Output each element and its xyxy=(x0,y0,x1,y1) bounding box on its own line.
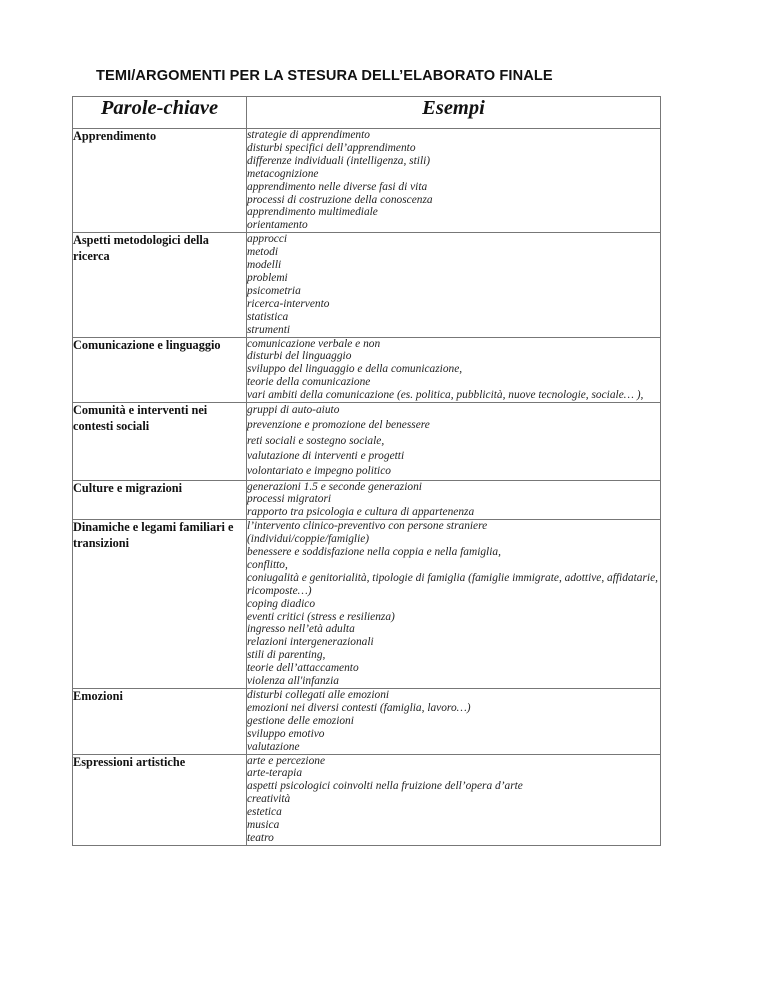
example-item: benessere e soddisfazione nella coppia e nella famiglia, xyxy=(247,546,501,559)
example-item: processi di costruzione della conoscenza xyxy=(247,193,433,206)
table-row xyxy=(73,403,661,480)
example-item: ingresso nell’età adulta xyxy=(247,623,355,636)
keyword-cell: Culture e migrazioni xyxy=(73,480,247,520)
example-item: metodi xyxy=(247,246,279,259)
example-item: coniugalità e genitorialità, tipologie di famiglia (famiglie immigrate, adottive, affidatarie, ricomposte…) xyxy=(247,571,658,597)
keyword-cell: Emozioni xyxy=(73,689,247,755)
example-item: metacognizione xyxy=(247,167,319,180)
document-title: TEMI/ARGOMENTI PER LA STESURA DELL’ELABORATO FINALE xyxy=(96,68,553,84)
example-item: valutazione di interventi e progetti xyxy=(247,449,405,462)
table-row xyxy=(73,520,661,689)
example-item: orientamento xyxy=(247,219,308,232)
example-item: teatro xyxy=(247,831,274,844)
examples-cell xyxy=(247,754,661,845)
example-item: sviluppo emotivo xyxy=(247,727,325,740)
table-row xyxy=(73,689,661,755)
example-item: psicometria xyxy=(247,284,301,297)
example-item: arte e percezione xyxy=(247,754,326,767)
example-item: comunicazione verbale e non xyxy=(247,337,381,350)
example-item: sviluppo del linguaggio e della comunicazione, xyxy=(247,363,463,376)
example-item: gruppi di auto-aiuto xyxy=(247,404,340,417)
table-body xyxy=(73,129,661,846)
table-row xyxy=(73,129,661,233)
table-row xyxy=(73,337,661,403)
example-item: teorie della comunicazione xyxy=(247,376,371,389)
example-item: creatività xyxy=(247,793,291,806)
keyword-cell: Comunicazione e linguaggio xyxy=(73,337,247,403)
example-item: eventi critici (stress e resilienza) xyxy=(247,610,395,623)
example-item: (individui/coppie/famiglie) xyxy=(247,533,370,546)
example-item: relazioni intergenerazionali xyxy=(247,636,374,649)
example-item: conflitto, xyxy=(247,558,288,571)
table-row xyxy=(73,754,661,845)
table-row xyxy=(73,480,661,520)
example-item: prevenzione e promozione del benessere xyxy=(247,419,430,432)
header-examples: Esempi xyxy=(247,97,661,129)
example-item: rapporto tra psicologia e cultura di appartenenza xyxy=(247,506,475,519)
keyword-cell: Apprendimento xyxy=(73,129,247,233)
example-item: valutazione xyxy=(247,740,300,753)
example-item: gestione delle emozioni xyxy=(247,714,354,727)
keyword-cell: Dinamiche e legami familiari e transizioni xyxy=(73,520,247,689)
table-header-row xyxy=(73,97,661,129)
example-item: stili di parenting, xyxy=(247,649,326,662)
keyword-cell: Aspetti metodologici della ricerca xyxy=(73,233,247,337)
example-item: strategie di apprendimento xyxy=(247,129,370,141)
example-item: l’intervento clinico-preventivo con persone straniere xyxy=(247,520,488,533)
example-item: processi migratori xyxy=(247,493,332,506)
example-item: emozioni nei diversi contesti (famiglia, lavoro…) xyxy=(247,701,471,714)
keyword-cell: Espressioni artistiche xyxy=(73,754,247,845)
example-item: apprendimento nelle diverse fasi di vita xyxy=(247,180,428,193)
examples-cell xyxy=(247,520,661,689)
keyword-cell: Comunità e interventi nei contesti sociali xyxy=(73,403,247,480)
example-item: statistica xyxy=(247,310,289,323)
examples-cell xyxy=(247,689,661,755)
example-item: teorie dell’attaccamento xyxy=(247,662,359,675)
example-item: arte-terapia xyxy=(247,767,303,780)
example-item: estetica xyxy=(247,806,282,819)
example-item: problemi xyxy=(247,271,288,284)
example-item: volontariato e impegno politico xyxy=(247,465,391,478)
example-item: strumenti xyxy=(247,323,291,336)
example-item: approcci xyxy=(247,233,288,246)
examples-cell xyxy=(247,480,661,520)
table-row xyxy=(73,233,661,337)
examples-cell xyxy=(247,233,661,337)
header-keywords: Parole-chiave xyxy=(73,97,247,129)
example-item: musica xyxy=(247,819,280,832)
example-item: differenze individuali (intelligenza, stili) xyxy=(247,154,431,167)
example-item: modelli xyxy=(247,259,282,272)
example-item: violenza all'infanzia xyxy=(247,675,339,688)
example-item: coping diadico xyxy=(247,597,316,610)
example-item: disturbi collegati alle emozioni xyxy=(247,689,390,702)
example-item: aspetti psicologici coinvolti nella fruizione dell’opera d’arte xyxy=(247,780,523,793)
examples-cell xyxy=(247,403,661,480)
examples-cell xyxy=(247,129,661,233)
example-item: vari ambiti della comunicazione (es. politica, pubblicità, nuove tecnologie, sociale… ), xyxy=(247,389,644,402)
examples-cell xyxy=(247,337,661,403)
topics-table xyxy=(72,96,661,846)
example-item: disturbi specifici dell’apprendimento xyxy=(247,141,416,154)
example-item: reti sociali e sostegno sociale, xyxy=(247,434,385,447)
example-item: ricerca-intervento xyxy=(247,297,330,310)
example-item: apprendimento multimediale xyxy=(247,206,378,219)
example-item: generazioni 1.5 e seconde generazioni xyxy=(247,480,422,493)
example-item: disturbi del linguaggio xyxy=(247,350,352,363)
